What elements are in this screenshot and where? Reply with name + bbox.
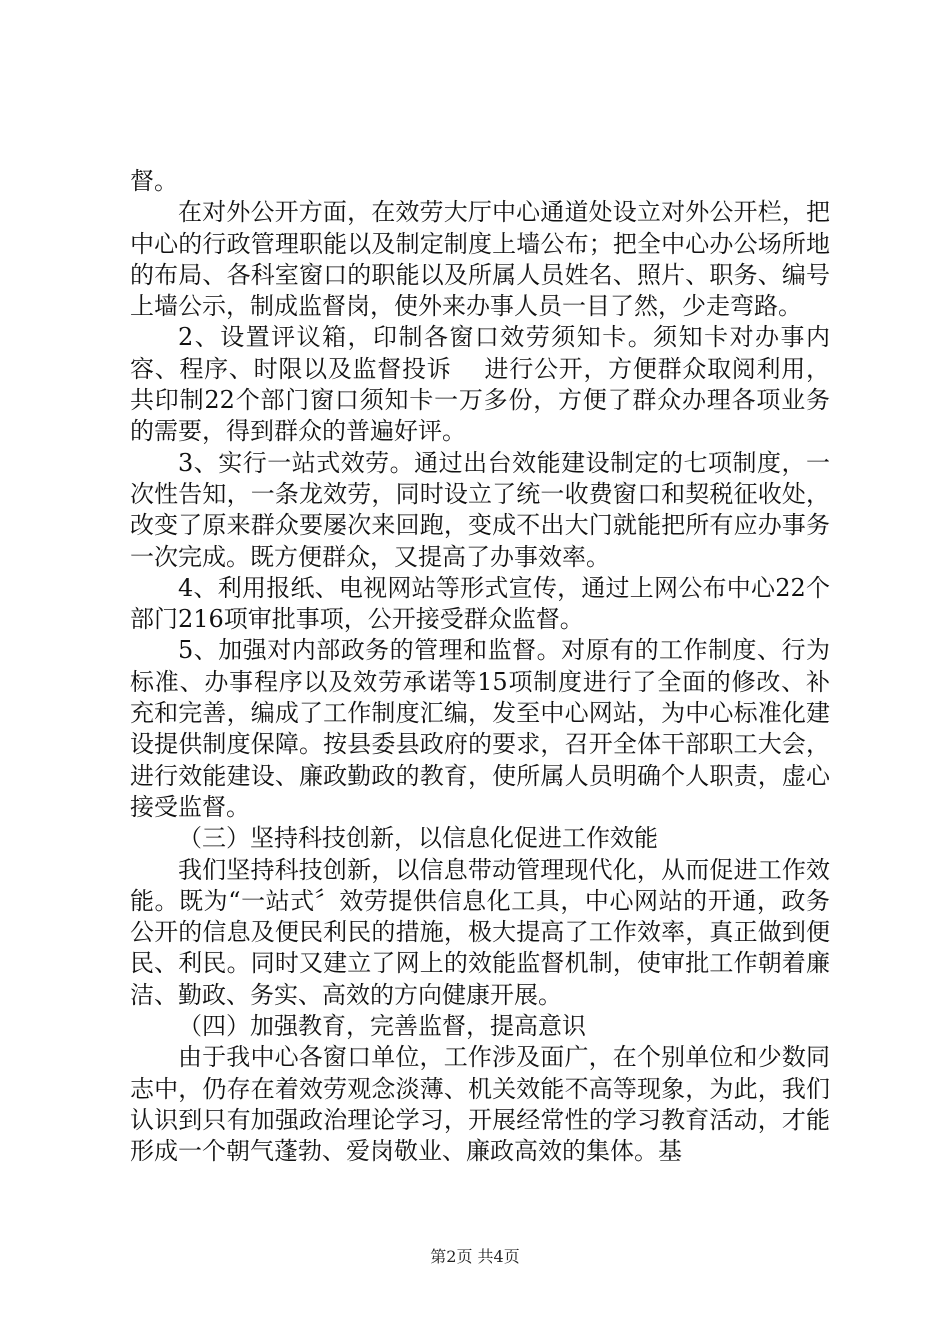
paragraph-item-3: 3、实行一站式效劳。通过出台效能建设制定的七项制度，一次性告知，一条龙效劳，同时设立了统一收费窗口和契税征收处，改变了原来群众要屡次来回跑，变成不出大门就能把所有应办事务一次完成。既方便群众，又提高了办事效率。: [130, 448, 830, 571]
paragraph-tech-innovation: 我们坚持科技创新，以信息带动管理现代化，从而促进工作效能。既为“一站式〞效劳提供信息化工具，中心网站的开通，政务公开的信息及便民利民的措施，极大提高了工作效率，真正做到便民、利民。同时又建立了网上的效能监督机制，使审批工作朝着廉洁、勤政、务实、高效的方向健康开展。: [130, 855, 830, 1009]
paragraph-education: 由于我中心各窗口单位，工作涉及面广，在个别单位和少数同志中，仍存在着效劳观念淡薄、机关效能不高等现象，为此，我们认识到只有加强政治理论学习，开展经常性的学习教育活动，才能形成一个朝气蓬勃、爱岗敬业、廉政高效的集体。基: [130, 1043, 830, 1166]
paragraph-item-2: 2、设置评议箱，印制各窗口效劳须知卡。须知卡对办事内容、程序、时限以及监督投诉 进行公开，方便群众取阅利用，共印制22个部门窗口须知卡一万多份，方便了群众办理各项业务的需要，得到群众的普遍好评。: [130, 323, 830, 446]
section-heading-3: （三）坚持科技创新，以信息化促进工作效能: [178, 824, 658, 853]
section-heading-4: （四）加强教育，完善监督，提高意识: [178, 1012, 586, 1041]
document-body: [130, 166, 830, 1168]
page-number-footer: 第2页 共4页: [430, 1247, 520, 1266]
paragraph-item-4: 4、利用报纸、电视网站等形式宣传，通过上网公布中心22个部门216项审批事项，公开接受群众监督。: [130, 573, 830, 634]
paragraph-public-disclosure: 在对外公开方面，在效劳大厅中心通道处设立对外公开栏，把中心的行政管理职能以及制定制度上墙公布；把全中心办公场所地的布局、各科室窗口的职能以及所属人员姓名、照片、职务、编号上墙公示，制成监督岗，使外来办事人员一目了然，少走弯路。: [130, 198, 830, 321]
paragraph-item-5: 5、加强对内部政务的管理和监督。对原有的工作制度、行为标准、办事程序以及效劳承诺等15项制度进行了全面的修改、补充和完善，编成了工作制度汇编，发至中心网站，为中心标准化建设提供制度保障。按县委县政府的要求，召开全体干部职工大会，进行效能建设、廉政勤政的教育，使所属人员明确个人职责，虚心接受监督。: [130, 636, 830, 821]
paragraph-continuation: 督。: [130, 167, 178, 195]
